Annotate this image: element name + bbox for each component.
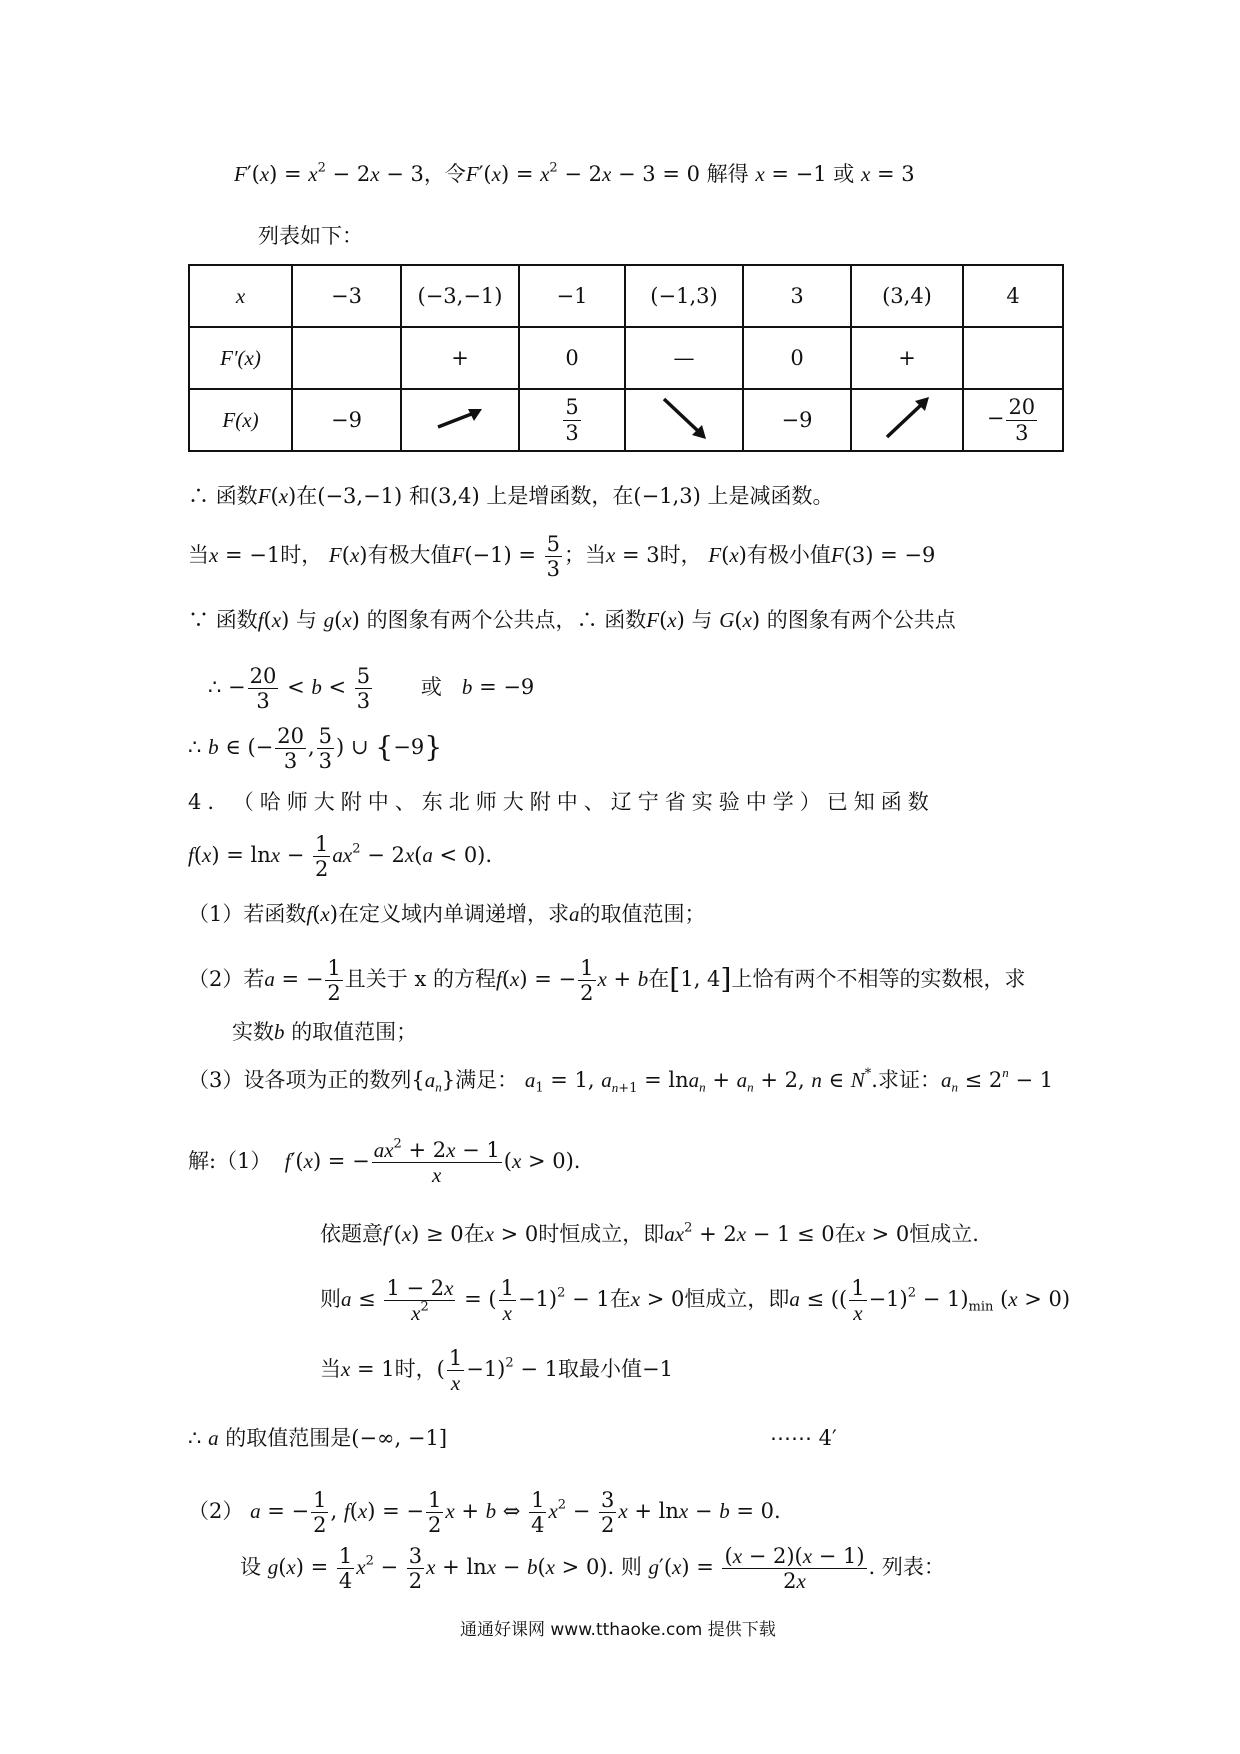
score-mark: ⋯⋯ 4′ bbox=[770, 1426, 837, 1450]
derivative-line: $F'(x) = x^2 - 2x - 3$，令$F'(x) = x^2 - 2x - 3 = 0$ 解得 x = −1 或 x = 3 bbox=[234, 160, 915, 186]
table-cell bbox=[401, 389, 519, 451]
table-cell bbox=[963, 327, 1063, 389]
b-inequality: ∴ − $\frac{20}{3}$ < b < $\frac{5}{3}$ 或 b = −9 bbox=[208, 664, 535, 714]
table-cell: 0 bbox=[743, 327, 851, 389]
fraction-20-3: $\frac{20}{3}$ bbox=[1008, 395, 1036, 445]
problem-4-header: 4. （哈师大附中、东北师大附中、辽宁省实验中学）已知函数 bbox=[188, 790, 935, 814]
variation-table bbox=[188, 264, 1064, 452]
table-cell bbox=[292, 327, 401, 389]
table-cell: −9 bbox=[743, 389, 851, 451]
solution-1-bound: 则a ≤ $\frac{1 - 2x}{x^2}$ = ( $\frac{1}{x}$ −1)$^2$ − 1在x > 0恒成立，即a ≤ (( $\frac{1}{x}$ $-1)^2 - 1)_{min}$ (x > 0) bbox=[320, 1276, 1071, 1326]
solution-1-result: ∴ a 的取值范围是(−∞, −1] bbox=[188, 1426, 448, 1450]
solution-1-minimum: 当x = 1时，( $\frac{1}{x}$ −1)$^2$ − 1取最小值−1 bbox=[320, 1346, 673, 1396]
table-cell: −1 bbox=[519, 265, 625, 327]
problem-4-function: f(x) = lnx − $\frac{1}{2}$ $ax^2 - 2x(a < 0)$. bbox=[188, 832, 493, 882]
table-row-function bbox=[189, 389, 1063, 451]
increasing-arrow-icon bbox=[877, 393, 937, 443]
table-cell: (−1,3) bbox=[625, 265, 743, 327]
increasing-arrow-icon bbox=[430, 403, 490, 433]
table-cell: F(x) bbox=[189, 389, 292, 451]
table-cell: x bbox=[189, 265, 292, 327]
table-cell: 3 bbox=[743, 265, 851, 327]
question-1: （1）若函数f(x)在定义域内单调递增，求a的取值范围； bbox=[188, 902, 706, 926]
question-3: （3）设各项为正的数列$\{a_n\}$满足： $a_1 = 1$, $a_{n+1} = \ln a_n + a_n + 2$, n ∈ N*.求证：$a_n \le 2^n - 1$ bbox=[188, 1065, 1054, 1096]
table-cell bbox=[625, 389, 743, 451]
question-2: （2）若a = − $\frac{1}{2}$ 且关于 x 的方程f(x) = − $\frac{1}{2}$ x + b在[1, 4]上恰有两个不相等的实数根，求 bbox=[188, 956, 1026, 1006]
table-cell: (−3,−1) bbox=[401, 265, 519, 327]
table-cell: — bbox=[625, 327, 743, 389]
solution-1-derivative: 解:（1） f′(x) = − $\frac{ax^2 + 2x - 1}{x}$ (x > 0). bbox=[188, 1136, 581, 1188]
list-intro: 列表如下： bbox=[258, 224, 363, 248]
table-cell: + bbox=[851, 327, 963, 389]
b-range: ∴ b ∈ (− $\frac{20}{3}$ , $\frac{5}{3}$ ) ∪ {−9} bbox=[188, 724, 443, 774]
common-points-line: ∵ 函数f(x) 与 g(x) 的图象有两个公共点，∴ 函数F(x) 与 G(x) 的图象有两个公共点 bbox=[188, 608, 956, 632]
decreasing-arrow-icon bbox=[654, 393, 714, 443]
solution-2-g: 设 g(x) = $\frac{1}{4}$ $x^2$ − $\frac{3}{2}$ x + lnx − b(x > 0). 则 g′(x) = $\frac{(x - 2)(x - 1)}{2x}$ . 列表： bbox=[240, 1544, 945, 1594]
table-row-derivative bbox=[189, 327, 1063, 389]
table-cell bbox=[519, 389, 625, 451]
table-row-x bbox=[189, 265, 1063, 327]
table-cell: −9 bbox=[292, 389, 401, 451]
table-cell: 4 bbox=[963, 265, 1063, 327]
table-cell: − $\frac{20}{3}$ bbox=[963, 389, 1063, 451]
question-2-cont: 实数b 的取值范围； bbox=[232, 1020, 418, 1044]
extremum-line: 当x = −1时， F(x)有极大值F(−1) = $\frac{5}{3}$ ；当x = 3时， F(x)有极小值F(3) = −9 bbox=[188, 532, 936, 582]
table-cell: F′(x) bbox=[189, 327, 292, 389]
table-cell bbox=[851, 389, 963, 451]
table-cell: (3,4) bbox=[851, 265, 963, 327]
solution-1-condition: 依题意f′(x) ≥ 0在x > 0时恒成立，即$ax^2 + 2x - 1 \le 0$在x > 0恒成立. bbox=[320, 1220, 979, 1246]
table-cell: 0 bbox=[519, 327, 625, 389]
table-cell: −3 bbox=[292, 265, 401, 327]
table-cell: + bbox=[401, 327, 519, 389]
monotonic-conclusion: ∴ 函数F(x)在(−3,−1) 和(3,4) 上是增函数，在(−1,3) 上是减函数。 bbox=[188, 484, 834, 508]
fraction-5-3: $\frac{5}{3}$ bbox=[565, 395, 579, 445]
solution-2-equation: （2） a = − $\frac{1}{2}$ , f(x) = − $\frac{1}{2}$ x + b ⇔ $\frac{1}{4}$ $x^2$ − $\frac{3}{2}$ x + lnx − b = 0. bbox=[188, 1488, 781, 1538]
footer-credit: 通通好课网 www.tthaoke.com 提供下载 bbox=[460, 1620, 776, 1640]
